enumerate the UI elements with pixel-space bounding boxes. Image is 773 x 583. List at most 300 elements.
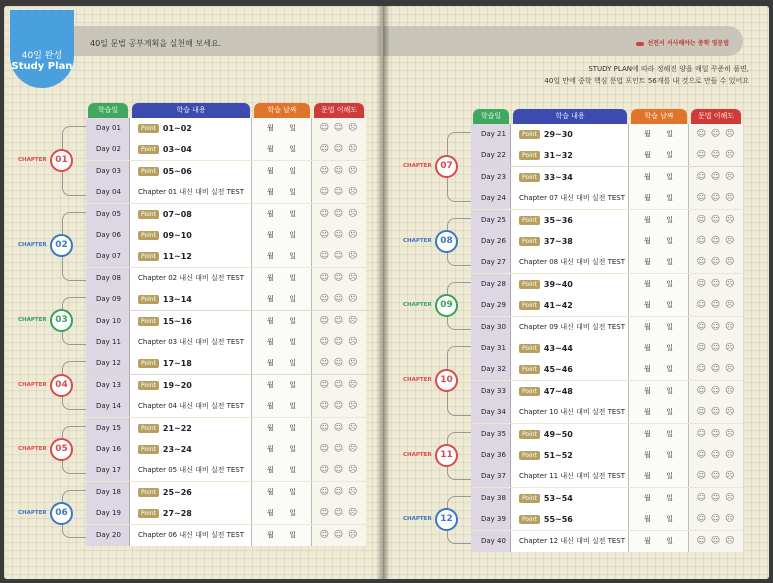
table-row [471, 145, 743, 166]
point-tag: Point [138, 210, 159, 219]
content-cell [511, 445, 629, 466]
day-cell: Day 36 [471, 445, 511, 466]
day-cell: Day 13 [86, 375, 130, 396]
table-row [471, 424, 743, 445]
understanding-faces: ☺ ☺ ☹ [689, 402, 743, 423]
test-label: Chapter 08 내신 대비 실전 TEST [519, 258, 626, 267]
understanding-faces: ☺ ☺ ☹ [689, 509, 743, 530]
day-cell: Day 34 [471, 402, 511, 423]
date-cell: 월 일 [252, 332, 312, 353]
point-range: 07~08 [162, 209, 192, 219]
day-cell: Day 16 [86, 439, 130, 460]
date-cell: 월 일 [629, 338, 689, 359]
study-plan-badge [10, 10, 74, 88]
point-range: 03~04 [162, 145, 192, 155]
understanding-faces: ☺ ☺ ☹ [312, 311, 366, 332]
date-cell: 월 일 [252, 418, 312, 439]
content-cell [511, 252, 629, 273]
test-label: Chapter 02 내신 대비 실전 TEST [138, 273, 245, 282]
point-tag: Point [519, 494, 540, 503]
day-cell: Day 12 [86, 353, 130, 374]
point-tag: Point [138, 317, 159, 326]
content-cell [130, 482, 252, 503]
table-row [86, 118, 366, 139]
day-cell: Day 09 [86, 289, 130, 310]
content-cell [511, 188, 629, 209]
chapter-label: CHAPTER [403, 451, 432, 458]
table-row [471, 210, 743, 231]
point-range: 25~26 [162, 487, 192, 497]
chapter-label: CHAPTER [18, 317, 47, 324]
date-cell: 월 일 [252, 289, 312, 310]
point-range: 11~12 [162, 252, 192, 262]
table-row [86, 418, 366, 439]
date-cell: 월 일 [629, 488, 689, 509]
date-cell: 월 일 [252, 118, 312, 139]
chapter-number: 05 [50, 438, 73, 461]
point-tag: Point [138, 145, 159, 154]
badge-line1: 40일 완성 [21, 51, 63, 61]
badge-line2: Study Plan [11, 61, 73, 72]
content-cell [511, 359, 629, 380]
day-cell: Day 30 [471, 317, 511, 338]
point-range: 45~46 [543, 365, 573, 375]
point-tag: Point [138, 488, 159, 497]
point-range: 09~10 [162, 231, 192, 240]
day-cell: Day 18 [86, 482, 130, 503]
date-cell: 월 일 [629, 252, 689, 273]
day-cell: Day 35 [471, 424, 511, 445]
date-cell: 월 일 [629, 424, 689, 445]
understanding-faces: ☺ ☺ ☹ [312, 139, 366, 160]
date-cell: 월 일 [629, 402, 689, 423]
date-cell: 월 일 [252, 182, 312, 203]
understanding-faces: ☺ ☺ ☹ [689, 466, 743, 487]
understanding-faces: ☺ ☺ ☹ [312, 482, 366, 503]
point-tag: Point [519, 387, 540, 396]
table-row [471, 531, 743, 552]
date-cell: 월 일 [629, 466, 689, 487]
understanding-faces: ☺ ☺ ☹ [689, 424, 743, 445]
point-tag: Point [519, 151, 540, 160]
point-range: 29~30 [543, 130, 573, 139]
content-cell [130, 525, 252, 546]
content-cell [130, 396, 252, 417]
column-header: 학습일 [88, 103, 128, 118]
date-cell: 월 일 [252, 139, 312, 160]
point-range: 35~36 [543, 215, 573, 225]
book-spread [4, 6, 769, 579]
table-row [471, 317, 743, 338]
point-tag: Point [519, 173, 540, 182]
column-header: 학습일 [473, 109, 509, 124]
date-cell: 월 일 [629, 295, 689, 316]
day-cell: Day 26 [471, 231, 511, 252]
left-page [4, 6, 381, 579]
day-cell: Day 28 [471, 274, 511, 295]
chapter-label: CHAPTER [18, 445, 47, 452]
point-range: 49~50 [543, 429, 573, 439]
date-cell: 월 일 [252, 225, 312, 246]
chapter-label: CHAPTER [403, 162, 432, 169]
chapter-number: 09 [435, 294, 458, 317]
table-row [86, 525, 366, 546]
right-page [383, 6, 769, 579]
day-cell: Day 08 [86, 268, 130, 289]
table-row [86, 439, 366, 460]
point-tag: Point [138, 424, 159, 433]
day-cell: Day 01 [86, 118, 130, 139]
date-cell: 월 일 [629, 167, 689, 188]
test-label: Chapter 09 내신 대비 실전 TEST [519, 322, 626, 331]
test-label: Chapter 05 내신 대비 실전 TEST [138, 466, 245, 475]
day-cell: Day 38 [471, 488, 511, 509]
day-cell: Day 29 [471, 295, 511, 316]
table-row [471, 402, 743, 423]
content-cell [511, 402, 629, 423]
understanding-faces: ☺ ☺ ☹ [312, 225, 366, 246]
tagline: 선전서 서사해야는 중학 영문법 [636, 38, 729, 47]
chapter-number: 06 [50, 502, 73, 525]
content-cell [130, 439, 252, 460]
day-cell: Day 10 [86, 311, 130, 332]
content-cell [130, 225, 252, 246]
date-cell: 월 일 [629, 145, 689, 166]
table-row [471, 188, 743, 209]
content-cell [130, 418, 252, 439]
day-cell: Day 22 [471, 145, 511, 166]
chapter-number: 07 [435, 155, 458, 178]
test-label: Chapter 10 내신 대비 실전 TEST [519, 408, 626, 417]
date-cell: 월 일 [629, 317, 689, 338]
understanding-faces: ☺ ☺ ☹ [312, 268, 366, 289]
table-row [471, 295, 743, 316]
day-cell: Day 05 [86, 204, 130, 225]
point-range: 31~32 [543, 151, 573, 161]
test-label: Chapter 06 내신 대비 실전 TEST [138, 530, 245, 539]
table-row [86, 161, 366, 182]
point-range: 23~24 [162, 445, 192, 454]
instruction-text: 40일 문법 공부계획을 실천해 보세요. [90, 39, 222, 48]
point-range: 13~14 [162, 295, 192, 305]
content-cell [130, 118, 252, 139]
understanding-faces: ☺ ☺ ☹ [689, 188, 743, 209]
date-cell: 월 일 [629, 274, 689, 295]
point-tag: Point [519, 451, 540, 460]
table-row [86, 139, 366, 160]
understanding-faces: ☺ ☺ ☹ [689, 274, 743, 295]
table-row [86, 225, 366, 246]
content-cell [130, 375, 252, 396]
date-cell: 월 일 [252, 396, 312, 417]
point-tag: Point [138, 381, 159, 390]
table-row [86, 503, 366, 524]
day-cell: Day 40 [471, 531, 511, 552]
test-label: Chapter 01 내신 대비 실전 TEST [138, 188, 245, 197]
day-cell: Day 25 [471, 210, 511, 231]
content-cell [130, 460, 252, 481]
date-cell: 월 일 [629, 188, 689, 209]
date-cell: 월 일 [252, 375, 312, 396]
content-cell [511, 274, 629, 295]
table-row [471, 509, 743, 530]
day-cell: Day 23 [471, 167, 511, 188]
understanding-faces: ☺ ☺ ☹ [689, 145, 743, 166]
table-row [471, 445, 743, 466]
test-label: Chapter 07 내신 대비 실전 TEST [519, 194, 626, 203]
point-tag: Point [138, 231, 159, 240]
understanding-faces: ☺ ☺ ☹ [312, 246, 366, 267]
point-tag: Point [138, 124, 159, 133]
date-cell: 월 일 [252, 353, 312, 374]
point-range: 37~38 [543, 237, 573, 246]
point-tag: Point [138, 359, 159, 368]
understanding-faces: ☺ ☺ ☹ [689, 210, 743, 231]
book-gutter [376, 6, 390, 579]
date-cell: 월 일 [252, 482, 312, 503]
point-tag: Point [138, 295, 159, 304]
day-cell: Day 27 [471, 252, 511, 273]
content-cell [511, 145, 629, 166]
chapter-number: 03 [50, 309, 73, 332]
understanding-faces: ☺ ☺ ☹ [312, 439, 366, 460]
chapter-label: CHAPTER [18, 242, 47, 249]
table-row [86, 332, 366, 353]
chapter-label: CHAPTER [18, 156, 47, 163]
column-header: 문법 이해도 [314, 103, 364, 118]
day-cell: Day 04 [86, 182, 130, 203]
content-cell [130, 332, 252, 353]
chapter-label: CHAPTER [403, 301, 432, 308]
column-header: 학습 내용 [513, 109, 627, 124]
content-cell [130, 182, 252, 203]
table-row [86, 482, 366, 503]
point-range: 53~54 [543, 493, 573, 503]
day-cell: Day 20 [86, 525, 130, 546]
test-label: Chapter 12 내신 대비 실전 TEST [519, 536, 626, 545]
understanding-faces: ☺ ☺ ☹ [312, 182, 366, 203]
chapter-label: CHAPTER [403, 376, 432, 383]
test-label: Chapter 11 내신 대비 실전 TEST [519, 472, 626, 481]
content-cell [130, 161, 252, 182]
content-cell [511, 466, 629, 487]
understanding-faces: ☺ ☺ ☹ [312, 332, 366, 353]
note-line1: STUDY PLAN에 따라 정해진 양을 매일 꾸준히 풀면, [588, 65, 749, 73]
day-cell: Day 21 [471, 124, 511, 145]
point-tag: Point [519, 430, 540, 439]
point-range: 39~40 [543, 279, 573, 289]
day-cell: Day 37 [471, 466, 511, 487]
content-cell [130, 289, 252, 310]
table-row [86, 396, 366, 417]
column-header: 학습 날짜 [254, 103, 310, 118]
date-cell: 월 일 [252, 268, 312, 289]
date-cell: 월 일 [252, 246, 312, 267]
table-row [471, 124, 743, 145]
content-cell [511, 210, 629, 231]
point-tag: Point [519, 130, 540, 139]
date-cell: 월 일 [252, 503, 312, 524]
understanding-faces: ☺ ☺ ☹ [312, 289, 366, 310]
understanding-faces: ☺ ☺ ☹ [312, 418, 366, 439]
point-tag: Point [519, 237, 540, 246]
table-row [471, 274, 743, 295]
day-cell: Day 39 [471, 509, 511, 530]
test-label: Chapter 04 내신 대비 실전 TEST [138, 402, 245, 411]
date-cell: 월 일 [252, 525, 312, 546]
day-cell: Day 33 [471, 381, 511, 402]
content-cell [130, 268, 252, 289]
day-cell: Day 03 [86, 161, 130, 182]
understanding-faces: ☺ ☺ ☹ [312, 525, 366, 546]
understanding-faces: ☺ ☺ ☹ [312, 118, 366, 139]
note-line2: 40일 만에 중학 핵심 문법 포인트 56개를 내 것으로 만들 수 있어요 [544, 77, 749, 85]
table-row [86, 268, 366, 289]
content-cell [511, 531, 629, 552]
understanding-faces: ☺ ☺ ☹ [689, 317, 743, 338]
point-tag: Point [138, 167, 159, 176]
date-cell: 월 일 [629, 210, 689, 231]
day-cell: Day 19 [86, 503, 130, 524]
content-cell [130, 246, 252, 267]
content-cell [130, 311, 252, 332]
understanding-faces: ☺ ☺ ☹ [312, 460, 366, 481]
chapter-number: 01 [50, 149, 73, 172]
point-range: 21~22 [162, 423, 192, 433]
point-range: 19~20 [162, 380, 192, 390]
table-row [471, 252, 743, 273]
point-tag: Point [519, 365, 540, 374]
column-header: 문법 이해도 [691, 109, 741, 124]
point-tag: Point [519, 515, 540, 524]
content-cell [511, 317, 629, 338]
table-row [471, 338, 743, 359]
understanding-faces: ☺ ☺ ☹ [312, 204, 366, 225]
content-cell [130, 204, 252, 225]
understanding-faces: ☺ ☺ ☹ [312, 353, 366, 374]
table-row [471, 231, 743, 252]
content-cell [511, 424, 629, 445]
content-cell [511, 509, 629, 530]
chapter-label: CHAPTER [403, 237, 432, 244]
point-range: 17~18 [162, 359, 192, 369]
point-range: 55~56 [543, 515, 573, 525]
content-cell [130, 353, 252, 374]
table-row [86, 311, 366, 332]
content-cell [511, 167, 629, 188]
table-row [86, 375, 366, 396]
day-cell: Day 17 [86, 460, 130, 481]
point-range: 27~28 [162, 509, 192, 519]
chapter-number: 11 [435, 444, 458, 467]
table-row [86, 246, 366, 267]
point-range: 33~34 [543, 172, 573, 182]
point-range: 05~06 [162, 166, 192, 176]
day-cell: Day 07 [86, 246, 130, 267]
understanding-faces: ☺ ☺ ☹ [689, 445, 743, 466]
understanding-faces: ☺ ☺ ☹ [312, 396, 366, 417]
table-row [86, 460, 366, 481]
point-range: 47~48 [543, 386, 573, 396]
date-cell: 월 일 [629, 359, 689, 380]
date-cell: 월 일 [629, 445, 689, 466]
point-tag: Point [519, 301, 540, 310]
chapter-label: CHAPTER [18, 509, 47, 516]
day-cell: Day 15 [86, 418, 130, 439]
date-cell: 월 일 [252, 161, 312, 182]
date-cell: 월 일 [629, 231, 689, 252]
table-row [471, 359, 743, 380]
chapter-number: 04 [50, 374, 73, 397]
understanding-faces: ☺ ☺ ☹ [689, 381, 743, 402]
content-cell [511, 231, 629, 252]
table-row [471, 466, 743, 487]
content-cell [130, 503, 252, 524]
point-tag: Point [519, 216, 540, 225]
content-cell [511, 124, 629, 145]
day-cell: Day 32 [471, 359, 511, 380]
column-header: 학습 날짜 [631, 109, 687, 124]
day-cell: Day 24 [471, 188, 511, 209]
understanding-faces: ☺ ☺ ☹ [689, 531, 743, 552]
understanding-faces: ☺ ☺ ☹ [312, 161, 366, 182]
column-header: 학습 내용 [132, 103, 250, 118]
date-cell: 월 일 [252, 460, 312, 481]
test-label: Chapter 03 내신 대비 실전 TEST [138, 338, 245, 346]
chapter-number: 12 [435, 508, 458, 531]
date-cell: 월 일 [629, 124, 689, 145]
day-cell: Day 11 [86, 332, 130, 353]
content-cell [511, 381, 629, 402]
understanding-faces: ☺ ☺ ☹ [689, 167, 743, 188]
understanding-faces: ☺ ☺ ☹ [689, 124, 743, 145]
day-cell: Day 02 [86, 139, 130, 160]
point-range: 41~42 [543, 301, 573, 311]
date-cell: 월 일 [252, 439, 312, 460]
point-range: 43~44 [543, 344, 573, 353]
day-cell: Day 14 [86, 396, 130, 417]
understanding-faces: ☺ ☺ ☹ [689, 488, 743, 509]
chapter-label: CHAPTER [403, 515, 432, 522]
chapter-number: 10 [435, 369, 458, 392]
date-cell: 월 일 [629, 531, 689, 552]
chapter-number: 08 [435, 230, 458, 253]
date-cell: 월 일 [252, 204, 312, 225]
understanding-faces: ☺ ☺ ☹ [689, 252, 743, 273]
point-tag: Point [138, 509, 159, 518]
chapter-number: 02 [50, 234, 73, 257]
point-tag: Point [138, 445, 159, 454]
point-range: 51~52 [543, 451, 573, 460]
content-cell [511, 488, 629, 509]
chapter-label: CHAPTER [18, 381, 47, 388]
table-row [471, 488, 743, 509]
point-tag: Point [138, 252, 159, 261]
table-row [86, 204, 366, 225]
date-cell: 월 일 [629, 381, 689, 402]
table-row [86, 353, 366, 374]
understanding-faces: ☺ ☺ ☹ [689, 231, 743, 252]
understanding-faces: ☺ ☺ ☹ [689, 359, 743, 380]
point-range: 15~16 [162, 316, 192, 326]
date-cell: 월 일 [252, 311, 312, 332]
understanding-faces: ☺ ☺ ☹ [689, 295, 743, 316]
table-row [86, 289, 366, 310]
table-row [471, 167, 743, 188]
day-cell: Day 06 [86, 225, 130, 246]
content-cell [511, 295, 629, 316]
understanding-faces: ☺ ☺ ☹ [312, 503, 366, 524]
